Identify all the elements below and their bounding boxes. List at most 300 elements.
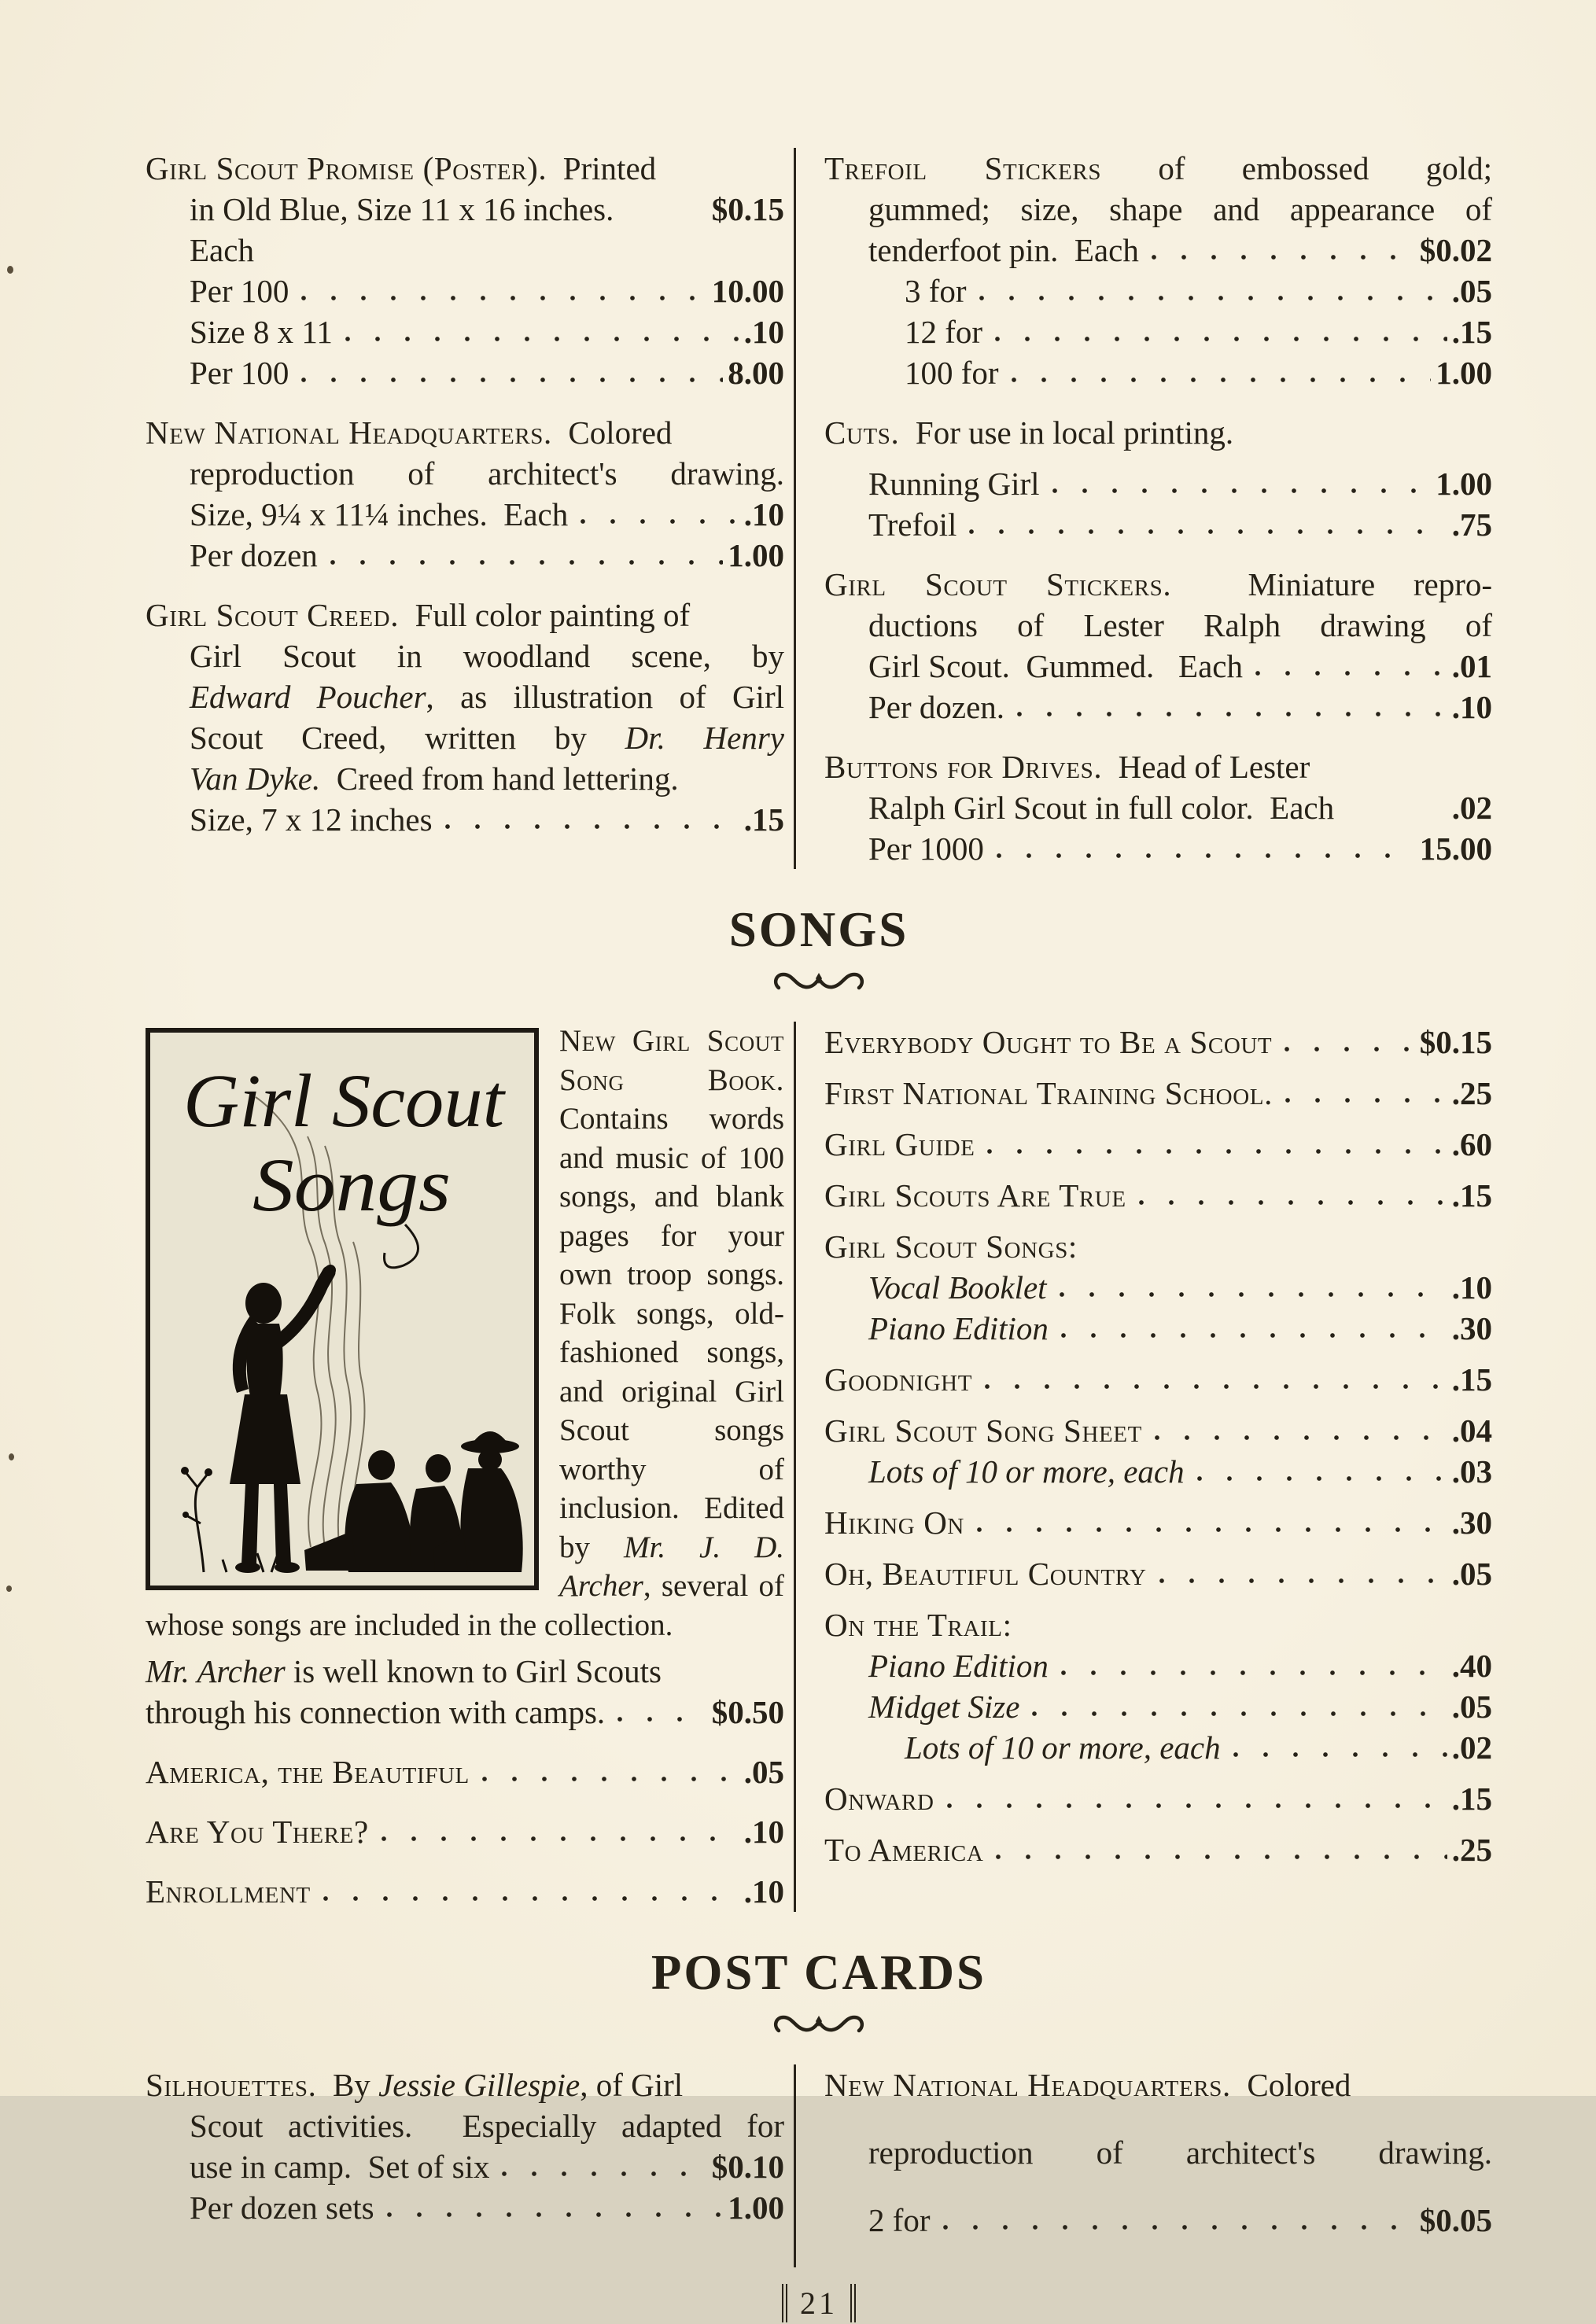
catalog-row xyxy=(824,412,1492,453)
catalog-row xyxy=(824,1829,1492,1870)
leader-dots xyxy=(322,1895,739,1902)
catalog-row xyxy=(146,717,784,758)
leader-dots xyxy=(1060,1669,1447,1677)
text-run: tenderfoot pin. Each xyxy=(868,232,1139,268)
item-label xyxy=(824,1553,1147,1594)
item-label xyxy=(868,189,1492,230)
item-label xyxy=(824,1502,964,1543)
text-run: , several of whose songs are included in the collection. xyxy=(146,1569,784,1642)
text-run: Onward xyxy=(824,1781,934,1817)
top-right-column xyxy=(794,148,1492,869)
price: $0.50 xyxy=(711,1694,784,1730)
text-run: New National Headquarters. xyxy=(824,2067,1231,2103)
top-left-column xyxy=(146,148,784,869)
leader-dots xyxy=(1254,669,1447,677)
catalog-row xyxy=(146,453,784,494)
price: 1.00 xyxy=(728,2190,784,2226)
price: .15 xyxy=(1451,1177,1492,1214)
catalog-row xyxy=(824,504,1492,545)
price: .30 xyxy=(1451,1505,1492,1541)
price: .05 xyxy=(1451,273,1492,309)
item-label xyxy=(190,2146,489,2187)
price: $0.05 xyxy=(1419,2202,1492,2238)
catalog-row xyxy=(146,635,784,676)
price: .05 xyxy=(1451,1689,1492,1725)
item-label xyxy=(190,352,289,393)
text-run: 2 for xyxy=(868,2202,931,2238)
songs-right-column xyxy=(794,1022,1492,1912)
text-run: in Old Blue, Size 11 x 16 inches. Each xyxy=(190,191,630,268)
price: .10 xyxy=(743,496,784,532)
item-label xyxy=(868,1267,1047,1308)
leader-dots xyxy=(385,2211,724,2219)
text-run: Van Dyke. xyxy=(190,761,321,797)
text-run: By xyxy=(316,2067,379,2103)
text-run: Trefoil xyxy=(868,506,957,543)
catalog-row xyxy=(824,1451,1492,1492)
item-label xyxy=(824,412,1233,453)
post-cards-section xyxy=(146,2064,1492,2267)
text-run: Mr. Archer xyxy=(146,1653,286,1689)
item-label xyxy=(824,1175,1126,1216)
text-run: Hiking On xyxy=(824,1505,964,1541)
item-label xyxy=(868,1686,1019,1727)
catalog-row xyxy=(824,271,1492,311)
item-label xyxy=(905,271,967,311)
scan-speck xyxy=(9,1453,14,1460)
catalog-row xyxy=(146,758,784,799)
text-run: Girl Scout Promise (Poster). xyxy=(146,150,547,186)
text-run: Ralph Girl Scout in full color. Each xyxy=(868,790,1335,826)
leader-dots xyxy=(1015,710,1447,718)
item-label xyxy=(868,605,1492,646)
item-label xyxy=(190,635,784,676)
catalog-row xyxy=(824,1226,1492,1267)
catalog-row xyxy=(824,2200,1492,2241)
item-label xyxy=(824,1359,972,1400)
item-label xyxy=(905,352,999,393)
catalog-row xyxy=(146,2187,784,2228)
price: .40 xyxy=(1451,1648,1492,1684)
text-run: , of Girl xyxy=(580,2067,684,2103)
price: .05 xyxy=(743,1754,784,1790)
text-run: Size 8 x 11 xyxy=(190,314,333,350)
leader-dots xyxy=(986,1147,1447,1155)
price: .10 xyxy=(743,1873,784,1910)
price: .10 xyxy=(1451,1269,1492,1306)
item-label xyxy=(824,1778,934,1819)
text-run: Scout Creed, written by xyxy=(190,720,625,756)
songs-left-rows xyxy=(146,1644,784,1912)
leader-dots xyxy=(1137,1199,1447,1206)
text-run: Mr. J. D. Archer xyxy=(559,1530,784,1603)
catalog-row xyxy=(146,412,784,453)
text-run: Buttons for Drives. xyxy=(824,749,1103,785)
page-number-value: 21 xyxy=(782,2284,856,2322)
item-label xyxy=(868,828,984,869)
text-run: Girl Guide xyxy=(824,1126,975,1162)
leader-dots xyxy=(329,558,723,566)
item-label xyxy=(824,1073,1273,1114)
leader-dots xyxy=(1153,1434,1447,1442)
price: .01 xyxy=(1451,648,1492,684)
item-label xyxy=(868,1451,1185,1492)
songs-left-column xyxy=(146,1022,784,1912)
text-run: Cuts. xyxy=(824,414,900,451)
text-run: New National Headquarters. xyxy=(146,414,552,451)
text-run: Piano Edition xyxy=(868,1648,1049,1684)
text-run: reproduction of architect's drawing. xyxy=(868,2134,1492,2171)
price: .05 xyxy=(1451,1556,1492,1592)
text-run: ductions of Lester Ralph drawing of xyxy=(868,607,1492,643)
item-label xyxy=(190,311,333,352)
item-label xyxy=(868,463,1040,504)
text-run: of embossed gold; xyxy=(1101,150,1492,186)
text-run: Printed xyxy=(547,150,657,186)
item-label xyxy=(190,189,673,271)
text-run: Full color painting of xyxy=(399,597,691,633)
item-label xyxy=(824,1124,975,1165)
item-label xyxy=(824,1226,1078,1267)
leader-dots xyxy=(684,253,707,261)
text-run: Oh, Beautiful Country xyxy=(824,1556,1147,1592)
catalog-row xyxy=(824,2132,1492,2173)
text-run: Trefoil Stickers xyxy=(824,150,1102,186)
text-run: Silhouettes. xyxy=(146,2067,317,2103)
leader-dots xyxy=(1345,811,1447,819)
catalog-row xyxy=(146,2146,784,2187)
price: .25 xyxy=(1451,1832,1492,1868)
catalog-row xyxy=(824,352,1492,393)
songs-section-title: SONGS xyxy=(728,902,909,957)
catalog-row xyxy=(824,463,1492,504)
price: .02 xyxy=(1451,1729,1492,1766)
book-cover-illustration xyxy=(146,1028,539,1590)
catalog-row xyxy=(824,1308,1492,1349)
price: .30 xyxy=(1451,1310,1492,1346)
catalog-row xyxy=(146,1692,784,1733)
price: .60 xyxy=(1451,1126,1492,1162)
catalog-row xyxy=(824,1502,1492,1543)
leader-dots xyxy=(995,852,1415,860)
text-run: Creed from hand lettering. xyxy=(320,761,679,797)
leader-dots xyxy=(481,1775,739,1783)
price: $0.15 xyxy=(711,191,784,227)
text-run: Girl Scout. Gummed. Each xyxy=(868,648,1243,684)
section-ornament xyxy=(769,965,868,998)
item-label xyxy=(868,787,1334,828)
leader-dots xyxy=(1196,1475,1447,1482)
leader-dots xyxy=(994,1853,1447,1861)
text-run: Per 100 xyxy=(190,273,289,309)
price: .15 xyxy=(1451,1361,1492,1398)
catalog-row xyxy=(824,1410,1492,1451)
leader-dots xyxy=(1150,253,1415,261)
text-run: Size, 9¼ x 11¼ inches. Each xyxy=(190,496,569,532)
price: 15.00 xyxy=(1419,831,1492,867)
text-run: Lots of 10 or more, each xyxy=(905,1729,1221,1766)
text-run: 100 for xyxy=(905,355,999,391)
leader-dots xyxy=(444,823,739,831)
item-label xyxy=(868,2132,1492,2173)
item-label xyxy=(824,1829,983,1870)
price: .15 xyxy=(1451,1781,1492,1817)
leader-dots xyxy=(344,335,739,343)
catalog-row xyxy=(824,311,1492,352)
text-run: reproduction of architect's drawing. xyxy=(190,455,784,492)
price: $0.15 xyxy=(1419,1024,1492,1060)
leader-dots xyxy=(945,1802,1447,1810)
catalog-row xyxy=(824,1604,1492,1645)
price: 1.00 xyxy=(728,537,784,573)
text-run: Girl Scouts Are True xyxy=(824,1177,1126,1214)
catalog-row xyxy=(146,148,784,189)
item-label xyxy=(190,717,784,758)
text-run: America, the Beautiful xyxy=(146,1754,470,1790)
item-label xyxy=(190,453,784,494)
catalog-row xyxy=(824,687,1492,727)
catalog-row xyxy=(146,1644,784,1692)
text-run: Miniature repro- xyxy=(1171,566,1492,602)
item-label xyxy=(905,1727,1221,1768)
item-label xyxy=(190,2105,784,2146)
text-run: Per dozen. xyxy=(868,689,1005,725)
leader-dots xyxy=(1051,487,1432,495)
text-run: Jessie Gillespie xyxy=(378,2067,581,2103)
catalog-row xyxy=(146,595,784,635)
price: $0.02 xyxy=(1419,232,1492,268)
catalog-row xyxy=(146,1811,784,1852)
text-run: Dr. Henry xyxy=(625,720,784,756)
item-label xyxy=(824,148,1492,189)
leader-dots xyxy=(1158,1577,1447,1585)
text-run: use in camp. Set of six xyxy=(190,2149,490,2185)
page-number xyxy=(146,2283,1492,2324)
leader-dots xyxy=(1010,376,1432,384)
price: .10 xyxy=(1451,689,1492,725)
price: .03 xyxy=(1451,1453,1492,1490)
text-run: Running Girl xyxy=(868,466,1040,502)
catalog-row xyxy=(146,271,784,311)
catalog-row xyxy=(824,787,1492,828)
text-run: Head of Lester xyxy=(1102,749,1310,785)
text-run: Per 1000 xyxy=(868,831,984,867)
text-run: Girl Scout Stickers. xyxy=(824,566,1172,602)
item-label xyxy=(190,2187,374,2228)
text-run: New Girl Scout Song Book. xyxy=(559,1024,784,1097)
text-run: Scout activities. Especially adapted for xyxy=(190,2108,784,2144)
text-run: Goodnight xyxy=(824,1361,973,1398)
leader-dots xyxy=(1232,1751,1447,1759)
catalog-row xyxy=(824,1553,1492,1594)
page-content xyxy=(146,148,1492,2324)
scan-speck xyxy=(7,266,13,274)
leader-dots xyxy=(978,294,1447,302)
catalog-row xyxy=(146,2064,784,2105)
text-run: Girl Scout Song Sheet xyxy=(824,1412,1142,1449)
leader-dots xyxy=(300,376,723,384)
catalog-row xyxy=(146,311,784,352)
item-label xyxy=(824,1410,1142,1451)
item-label xyxy=(824,1604,1012,1645)
text-run: Contains words and music of 100 songs, and blank pages for your own troop songs. Folk songs, old-fashioned songs, and original Girl Scout songs worthy of inclusion. Edited by xyxy=(559,1102,784,1564)
text-run: Per dozen xyxy=(190,537,318,573)
price: $0.10 xyxy=(711,2149,784,2185)
catalog-row xyxy=(146,189,784,271)
catalog-row xyxy=(824,1727,1492,1768)
text-run: Are You There? xyxy=(146,1814,369,1850)
text-run: First National Training School. xyxy=(824,1075,1273,1111)
catalog-row xyxy=(824,2064,1492,2105)
catalog-row xyxy=(824,1022,1492,1063)
item-label xyxy=(905,311,982,352)
price: .10 xyxy=(743,314,784,350)
cover-title-line1: Girl Scout xyxy=(183,1059,507,1143)
item-label xyxy=(868,1308,1049,1349)
item-label xyxy=(146,1751,470,1792)
text-run: Edward Poucher xyxy=(190,679,426,715)
item-label xyxy=(146,148,656,189)
text-run: Girl Scout Creed. xyxy=(146,597,400,633)
section-ornament xyxy=(769,2008,868,2041)
text-run: On the Trail: xyxy=(824,1607,1012,1643)
text-run: Girl Scout Songs: xyxy=(824,1228,1078,1265)
catalog-row xyxy=(824,646,1492,687)
text-run: Colored xyxy=(551,414,673,451)
price: .02 xyxy=(1451,790,1492,826)
catalog-row xyxy=(824,1073,1492,1114)
songs-section xyxy=(146,1022,1492,1912)
leader-dots xyxy=(993,335,1447,343)
price: 1.00 xyxy=(1436,466,1492,502)
catalog-row xyxy=(824,1778,1492,1819)
text-run: Size, 7 x 12 inches xyxy=(190,801,433,838)
catalog-row xyxy=(824,1645,1492,1686)
text-run: 12 for xyxy=(905,314,983,350)
price: .10 xyxy=(743,1814,784,1850)
item-label xyxy=(190,494,568,535)
catalog-row xyxy=(824,1124,1492,1165)
item-label xyxy=(146,2064,683,2105)
item-label xyxy=(824,2064,1351,2105)
text-run: , as illustration of Girl xyxy=(426,679,784,715)
text-run: Piano Edition xyxy=(868,1310,1049,1346)
item-label xyxy=(824,564,1492,605)
catalog-row xyxy=(824,828,1492,869)
leader-dots xyxy=(975,1526,1447,1534)
price: .75 xyxy=(1451,506,1492,543)
text-run: Midget Size xyxy=(868,1689,1020,1725)
leader-dots xyxy=(983,1383,1447,1390)
item-label xyxy=(190,799,433,840)
item-label xyxy=(824,1022,1272,1063)
item-label xyxy=(146,595,690,635)
leader-dots xyxy=(1283,1045,1415,1053)
catalog-row xyxy=(146,1871,784,1912)
item-label xyxy=(868,1645,1049,1686)
leader-dots xyxy=(968,528,1447,536)
catalog-row xyxy=(146,1751,784,1792)
catalog-row xyxy=(824,605,1492,646)
catalog-row xyxy=(824,1267,1492,1308)
text-run: Lots of 10 or more, each xyxy=(868,1453,1185,1490)
item-label xyxy=(146,1651,662,1692)
leader-dots xyxy=(380,1835,739,1843)
text-run: Vocal Booklet xyxy=(868,1269,1047,1306)
item-label xyxy=(868,2200,931,2241)
text-run: To America xyxy=(824,1832,984,1868)
top-section xyxy=(146,148,1492,869)
catalog-row xyxy=(146,799,784,840)
price: 10.00 xyxy=(711,273,784,309)
item-label xyxy=(190,535,318,576)
text-run: Everybody Ought to Be a Scout xyxy=(824,1024,1273,1060)
item-label xyxy=(190,676,784,717)
text-run: Colored xyxy=(1230,2067,1351,2103)
price: .15 xyxy=(1451,314,1492,350)
catalog-row xyxy=(824,564,1492,605)
leader-dots xyxy=(300,294,706,302)
item-label xyxy=(868,230,1139,271)
item-label xyxy=(868,687,1004,727)
item-label xyxy=(190,758,679,799)
leader-dots xyxy=(1060,1331,1447,1339)
text-run: Per dozen sets xyxy=(190,2190,374,2226)
item-label xyxy=(146,1871,311,1912)
scan-speck xyxy=(6,1586,12,1592)
catalog-row xyxy=(146,2105,784,2146)
leader-dots xyxy=(1284,1096,1447,1104)
catalog-row xyxy=(824,1359,1492,1400)
price: .04 xyxy=(1451,1412,1492,1449)
text-run: through his connection with camps. xyxy=(146,1694,606,1730)
price: 1.00 xyxy=(1436,355,1492,391)
text-run: Enrollment xyxy=(146,1873,311,1910)
post-cards-section-title: POST CARDS xyxy=(651,1945,987,2000)
text-run: 3 for xyxy=(905,273,967,309)
item-label xyxy=(824,746,1310,787)
post-cards-left-column xyxy=(146,2064,784,2267)
text-run: Girl Scout in woodland scene, by xyxy=(190,638,784,674)
leader-dots xyxy=(500,2170,706,2178)
text-run: Per 100 xyxy=(190,355,289,391)
item-label xyxy=(868,646,1243,687)
catalog-row xyxy=(824,746,1492,787)
catalog-row xyxy=(824,230,1492,271)
text-run: gummed; size, shape and appearance of xyxy=(868,191,1492,227)
catalog-row xyxy=(146,676,784,717)
item-label xyxy=(190,271,289,311)
catalog-row xyxy=(146,352,784,393)
catalog-row xyxy=(824,1686,1492,1727)
leader-dots xyxy=(1058,1291,1447,1298)
leader-dots xyxy=(942,2223,1415,2231)
catalog-row xyxy=(146,494,784,535)
item-label xyxy=(146,1692,605,1733)
item-label xyxy=(146,1811,369,1852)
catalog-row xyxy=(824,1175,1492,1216)
catalog-row xyxy=(824,148,1492,189)
text-run: is well known to Girl Scouts xyxy=(285,1653,662,1689)
post-cards-right-column xyxy=(794,2064,1492,2267)
leader-dots xyxy=(579,517,739,525)
leader-dots xyxy=(616,1715,707,1723)
item-label xyxy=(868,504,956,545)
item-label xyxy=(146,412,672,453)
cover-title-line2: Songs xyxy=(252,1143,451,1227)
girl-scout-songs-book-cover xyxy=(146,1028,539,1590)
price: 8.00 xyxy=(728,355,784,391)
